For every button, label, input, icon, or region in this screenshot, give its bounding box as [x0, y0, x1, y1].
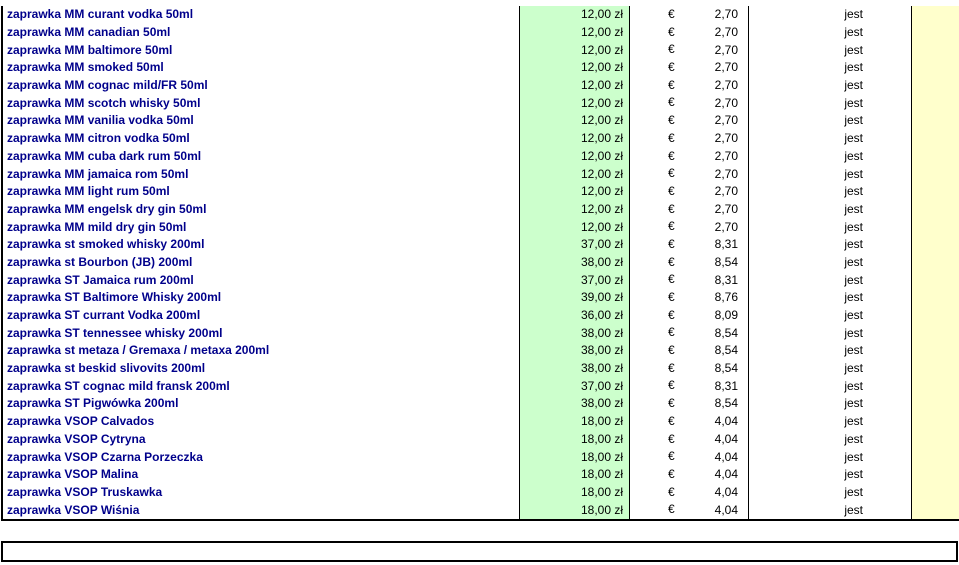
empty-yellow-cell[interactable]	[912, 342, 959, 360]
euro-symbol: €	[668, 378, 675, 393]
price-eur-cell[interactable]	[630, 218, 749, 236]
product-name-cell[interactable]: zaprawka MM engelsk dry gin 50ml	[2, 201, 520, 219]
euro-symbol: €	[668, 219, 675, 234]
price-pln-cell[interactable]: 37,00 zł	[520, 377, 630, 395]
price-eur-value: 4,04	[714, 502, 738, 517]
empty-yellow-cell[interactable]	[912, 324, 959, 342]
price-eur-cell[interactable]	[630, 360, 749, 378]
price-pln-cell[interactable]: 18,00 zł	[520, 431, 630, 449]
empty-yellow-cell[interactable]	[912, 501, 959, 520]
price-pln-cell[interactable]: 38,00 zł	[520, 395, 630, 413]
empty-yellow-cell[interactable]	[912, 360, 959, 378]
table-row	[2, 201, 959, 219]
empty-yellow-cell[interactable]	[912, 148, 959, 166]
availability-cell[interactable]: jest	[749, 271, 912, 289]
price-eur-cell[interactable]	[630, 484, 749, 502]
price-eur-cell[interactable]	[630, 501, 749, 520]
price-eur-value: 2,70	[714, 148, 738, 163]
price-eur-cell[interactable]	[630, 254, 749, 272]
price-eur-cell[interactable]	[630, 165, 749, 183]
price-eur-cell[interactable]	[630, 431, 749, 449]
product-name-cell[interactable]: zaprawka MM scotch whisky 50ml	[2, 94, 520, 112]
price-eur-cell[interactable]	[630, 466, 749, 484]
price-eur-value: 2,70	[714, 25, 738, 40]
price-eur-cell[interactable]	[630, 148, 749, 166]
table-row	[2, 165, 959, 183]
price-eur-value: 2,70	[714, 131, 738, 146]
euro-symbol: €	[668, 77, 675, 92]
empty-yellow-cell[interactable]	[912, 77, 959, 95]
euro-symbol: €	[668, 307, 675, 322]
product-name-cell[interactable]: zaprawka ST currant Vodka 200ml	[2, 307, 520, 325]
euro-symbol: €	[668, 343, 675, 358]
price-eur-cell[interactable]	[630, 324, 749, 342]
price-pln-cell[interactable]: 12,00 zł	[520, 41, 630, 59]
availability-cell[interactable]: jest	[749, 183, 912, 201]
product-name-cell[interactable]: zaprawka MM cognac mild/FR 50ml	[2, 77, 520, 95]
price-eur-value: 2,70	[714, 7, 738, 22]
price-eur-cell[interactable]	[630, 24, 749, 42]
price-eur-cell[interactable]	[630, 77, 749, 95]
price-eur-cell[interactable]	[630, 395, 749, 413]
price-eur-cell[interactable]	[630, 6, 749, 24]
empty-yellow-cell[interactable]	[912, 183, 959, 201]
price-pln-cell[interactable]: 18,00 zł	[520, 413, 630, 431]
product-name-cell[interactable]: zaprawka st Bourbon (JB) 200ml	[2, 254, 520, 272]
table-row	[2, 148, 959, 166]
table-row	[2, 24, 959, 42]
price-pln-cell[interactable]: 12,00 zł	[520, 165, 630, 183]
table-row	[2, 395, 959, 413]
price-pln-cell[interactable]: 12,00 zł	[520, 130, 630, 148]
availability-cell[interactable]: jest	[749, 484, 912, 502]
empty-yellow-cell[interactable]	[912, 59, 959, 77]
price-pln-cell[interactable]: 12,00 zł	[520, 218, 630, 236]
price-eur-value: 2,70	[714, 184, 738, 199]
product-name-cell[interactable]: zaprawka MM citron vodka 50ml	[2, 130, 520, 148]
product-name-cell[interactable]: zaprawka st beskid slivovits 200ml	[2, 360, 520, 378]
empty-yellow-cell[interactable]	[912, 112, 959, 130]
product-name-cell[interactable]: zaprawka MM jamaica rom 50ml	[2, 165, 520, 183]
availability-cell[interactable]: jest	[749, 342, 912, 360]
euro-symbol: €	[668, 130, 675, 145]
price-pln-cell[interactable]: 12,00 zł	[520, 94, 630, 112]
availability-cell[interactable]: jest	[749, 6, 912, 24]
table-row	[2, 342, 959, 360]
empty-yellow-cell[interactable]	[912, 24, 959, 42]
euro-symbol: €	[668, 166, 675, 181]
price-pln-cell[interactable]: 37,00 zł	[520, 271, 630, 289]
euro-symbol: €	[668, 95, 675, 110]
table-row	[2, 236, 959, 254]
table-row	[2, 501, 959, 520]
table-row	[2, 289, 959, 307]
availability-cell[interactable]: jest	[749, 360, 912, 378]
euro-symbol: €	[668, 396, 675, 411]
product-name-cell[interactable]: zaprawka st smoked whisky 200ml	[2, 236, 520, 254]
price-eur-value: 8,31	[714, 237, 738, 252]
availability-cell[interactable]: jest	[749, 94, 912, 112]
price-pln-cell[interactable]: 12,00 zł	[520, 148, 630, 166]
price-eur-value: 4,04	[714, 431, 738, 446]
price-eur-value: 8,09	[714, 308, 738, 323]
empty-yellow-cell[interactable]	[912, 448, 959, 466]
availability-cell[interactable]: jest	[749, 431, 912, 449]
empty-yellow-cell[interactable]	[912, 484, 959, 502]
empty-yellow-cell[interactable]	[912, 431, 959, 449]
euro-symbol: €	[668, 201, 675, 216]
availability-cell[interactable]: jest	[749, 307, 912, 325]
price-eur-cell[interactable]	[630, 94, 749, 112]
price-eur-cell[interactable]	[630, 448, 749, 466]
empty-yellow-cell[interactable]	[912, 165, 959, 183]
product-name-cell[interactable]: zaprawka VSOP Malina	[2, 466, 520, 484]
price-eur-value: 8,54	[714, 361, 738, 376]
price-eur-cell[interactable]	[630, 236, 749, 254]
price-eur-value: 8,31	[714, 272, 738, 287]
euro-symbol: €	[668, 360, 675, 375]
price-eur-value: 4,04	[714, 467, 738, 482]
price-pln-cell[interactable]: 12,00 zł	[520, 59, 630, 77]
table-row	[2, 130, 959, 148]
price-eur-value: 2,70	[714, 42, 738, 57]
price-eur-value: 4,04	[714, 414, 738, 429]
empty-yellow-cell[interactable]	[912, 6, 959, 24]
table-row	[2, 218, 959, 236]
euro-symbol: €	[668, 254, 675, 269]
table-row	[2, 307, 959, 325]
availability-cell[interactable]: jest	[749, 59, 912, 77]
availability-cell[interactable]: jest	[749, 377, 912, 395]
table-row	[2, 112, 959, 130]
price-pln-cell[interactable]: 36,00 zł	[520, 307, 630, 325]
table-row	[2, 41, 959, 59]
empty-yellow-cell[interactable]	[912, 271, 959, 289]
product-name-cell[interactable]: zaprawka VSOP Czarna Porzeczka	[2, 448, 520, 466]
product-name-cell[interactable]: zaprawka VSOP Wiśnia	[2, 501, 520, 520]
price-eur-value: 8,54	[714, 254, 738, 269]
price-pln-cell[interactable]: 12,00 zł	[520, 201, 630, 219]
price-eur-cell[interactable]	[630, 59, 749, 77]
product-name-cell[interactable]: zaprawka ST Baltimore Whisky 200ml	[2, 289, 520, 307]
price-eur-value: 2,70	[714, 78, 738, 93]
table-row	[2, 6, 959, 24]
empty-yellow-cell[interactable]	[912, 307, 959, 325]
availability-cell[interactable]: jest	[749, 395, 912, 413]
price-eur-cell[interactable]	[630, 41, 749, 59]
price-pln-cell[interactable]: 12,00 zł	[520, 183, 630, 201]
euro-symbol: €	[668, 236, 675, 251]
price-eur-cell[interactable]	[630, 413, 749, 431]
availability-cell[interactable]: jest	[749, 254, 912, 272]
euro-symbol: €	[668, 42, 675, 57]
availability-cell[interactable]: jest	[749, 448, 912, 466]
table-row	[2, 448, 959, 466]
price-pln-cell[interactable]: 18,00 zł	[520, 501, 630, 520]
euro-symbol: €	[668, 325, 675, 340]
price-eur-value: 2,70	[714, 201, 738, 216]
euro-symbol: €	[668, 449, 675, 464]
euro-symbol: €	[668, 60, 675, 75]
price-eur-value: 2,70	[714, 219, 738, 234]
empty-yellow-cell[interactable]	[912, 413, 959, 431]
availability-cell[interactable]: jest	[749, 236, 912, 254]
table-row	[2, 360, 959, 378]
availability-cell[interactable]: jest	[749, 289, 912, 307]
price-eur-cell[interactable]	[630, 112, 749, 130]
availability-cell[interactable]: jest	[749, 41, 912, 59]
euro-symbol: €	[668, 413, 675, 428]
availability-cell[interactable]: jest	[749, 130, 912, 148]
price-eur-cell[interactable]	[630, 289, 749, 307]
price-eur-cell[interactable]	[630, 201, 749, 219]
euro-symbol: €	[668, 502, 675, 517]
availability-cell[interactable]: jest	[749, 165, 912, 183]
euro-symbol: €	[668, 290, 675, 304]
empty-yellow-cell[interactable]	[912, 218, 959, 236]
price-eur-value: 8,54	[714, 325, 738, 340]
empty-yellow-cell[interactable]	[912, 289, 959, 307]
product-name-cell[interactable]: zaprawka MM smoked 50ml	[2, 59, 520, 77]
empty-yellow-cell[interactable]	[912, 377, 959, 395]
euro-symbol: €	[668, 113, 675, 128]
availability-cell[interactable]: jest	[749, 112, 912, 130]
euro-symbol: €	[668, 484, 675, 499]
availability-cell[interactable]: jest	[749, 324, 912, 342]
table-row	[2, 484, 959, 502]
price-pln-cell[interactable]: 37,00 zł	[520, 236, 630, 254]
price-eur-value: 4,04	[714, 484, 738, 499]
table-row	[2, 431, 959, 449]
price-eur-value: 4,04	[714, 449, 738, 464]
price-eur-cell[interactable]	[630, 130, 749, 148]
table-row	[2, 77, 959, 95]
price-pln-cell[interactable]: 38,00 zł	[520, 254, 630, 272]
price-pln-cell[interactable]: 18,00 zł	[520, 484, 630, 502]
price-eur-value: 8,31	[714, 378, 738, 393]
product-name-cell[interactable]: zaprawka MM curant vodka 50ml	[2, 6, 520, 24]
product-name-cell[interactable]: zaprawka st metaza / Gremaxa / metaxa 200ml	[2, 342, 520, 360]
price-pln-cell[interactable]: 12,00 zł	[520, 112, 630, 130]
price-eur-value: 8,76	[714, 290, 738, 305]
price-eur-value: 8,54	[714, 343, 738, 358]
empty-yellow-cell[interactable]	[912, 254, 959, 272]
price-pln-cell[interactable]: 39,00 zł	[520, 289, 630, 307]
euro-symbol: €	[668, 183, 675, 198]
price-eur-cell[interactable]	[630, 271, 749, 289]
euro-symbol: €	[668, 466, 675, 481]
table-row	[2, 324, 959, 342]
product-name-cell[interactable]: zaprawka VSOP Truskawka	[2, 484, 520, 502]
product-name-cell[interactable]: zaprawka MM light rum 50ml	[2, 183, 520, 201]
empty-yellow-cell[interactable]	[912, 94, 959, 112]
product-name-cell[interactable]: zaprawka ST Jamaica rum 200ml	[2, 271, 520, 289]
price-pln-cell[interactable]: 12,00 zł	[520, 77, 630, 95]
euro-symbol: €	[668, 431, 675, 446]
price-eur-value: 8,54	[714, 396, 738, 411]
price-pln-cell[interactable]: 38,00 zł	[520, 360, 630, 378]
price-eur-cell[interactable]	[630, 377, 749, 395]
table-row	[2, 94, 959, 112]
table-row	[2, 183, 959, 201]
product-name-cell[interactable]: zaprawka MM vanilia vodka 50ml	[2, 112, 520, 130]
availability-cell[interactable]: jest	[749, 413, 912, 431]
price-eur-value: 2,70	[714, 60, 738, 75]
product-name-cell[interactable]: zaprawka MM canadian 50ml	[2, 24, 520, 42]
product-name-cell[interactable]: zaprawka ST Pigwówka 200ml	[2, 395, 520, 413]
product-name-cell[interactable]: zaprawka VSOP Calvados	[2, 413, 520, 431]
euro-symbol: €	[668, 148, 675, 163]
availability-cell[interactable]: jest	[749, 24, 912, 42]
empty-yellow-cell[interactable]	[912, 395, 959, 413]
price-pln-cell[interactable]: 38,00 zł	[520, 324, 630, 342]
availability-cell[interactable]: jest	[749, 201, 912, 219]
empty-yellow-cell[interactable]	[912, 130, 959, 148]
price-eur-value: 2,70	[714, 166, 738, 181]
price-pln-cell[interactable]: 38,00 zł	[520, 342, 630, 360]
price-eur-cell[interactable]	[630, 307, 749, 325]
euro-symbol: €	[668, 272, 675, 287]
product-name-cell[interactable]: zaprawka ST cognac mild fransk 200ml	[2, 377, 520, 395]
product-name-cell[interactable]: zaprawka MM mild dry gin 50ml	[2, 218, 520, 236]
empty-yellow-cell[interactable]	[912, 236, 959, 254]
availability-cell[interactable]: jest	[749, 77, 912, 95]
price-eur-value: 2,70	[714, 113, 738, 128]
table-row	[2, 466, 959, 484]
price-pln-cell[interactable]: 18,00 zł	[520, 466, 630, 484]
table-row	[2, 271, 959, 289]
availability-cell[interactable]: jest	[749, 501, 912, 520]
euro-symbol: €	[668, 24, 675, 39]
empty-yellow-cell[interactable]	[912, 201, 959, 219]
product-name-cell[interactable]: zaprawka ST tennessee whisky 200ml	[2, 324, 520, 342]
empty-yellow-cell[interactable]	[912, 466, 959, 484]
table-row	[2, 377, 959, 395]
price-eur-cell[interactable]	[630, 183, 749, 201]
table-row	[2, 254, 959, 272]
product-name-cell[interactable]: zaprawka VSOP Cytryna	[2, 431, 520, 449]
price-pln-cell[interactable]: 12,00 zł	[520, 6, 630, 24]
price-table-body	[2, 6, 959, 520]
product-name-cell[interactable]: zaprawka MM cuba dark rum 50ml	[2, 148, 520, 166]
price-eur-value: 2,70	[714, 95, 738, 110]
availability-cell[interactable]: jest	[749, 466, 912, 484]
availability-cell[interactable]: jest	[749, 218, 912, 236]
price-pln-cell[interactable]: 18,00 zł	[520, 448, 630, 466]
empty-yellow-cell[interactable]	[912, 41, 959, 59]
price-pln-cell[interactable]: 12,00 zł	[520, 24, 630, 42]
product-name-cell[interactable]: zaprawka MM baltimore 50ml	[2, 41, 520, 59]
price-table	[1, 6, 959, 521]
price-eur-cell[interactable]	[630, 342, 749, 360]
availability-cell[interactable]: jest	[749, 148, 912, 166]
table-row	[2, 59, 959, 77]
table-row	[2, 413, 959, 431]
euro-symbol: €	[668, 7, 675, 21]
footer-empty-box	[1, 541, 958, 562]
